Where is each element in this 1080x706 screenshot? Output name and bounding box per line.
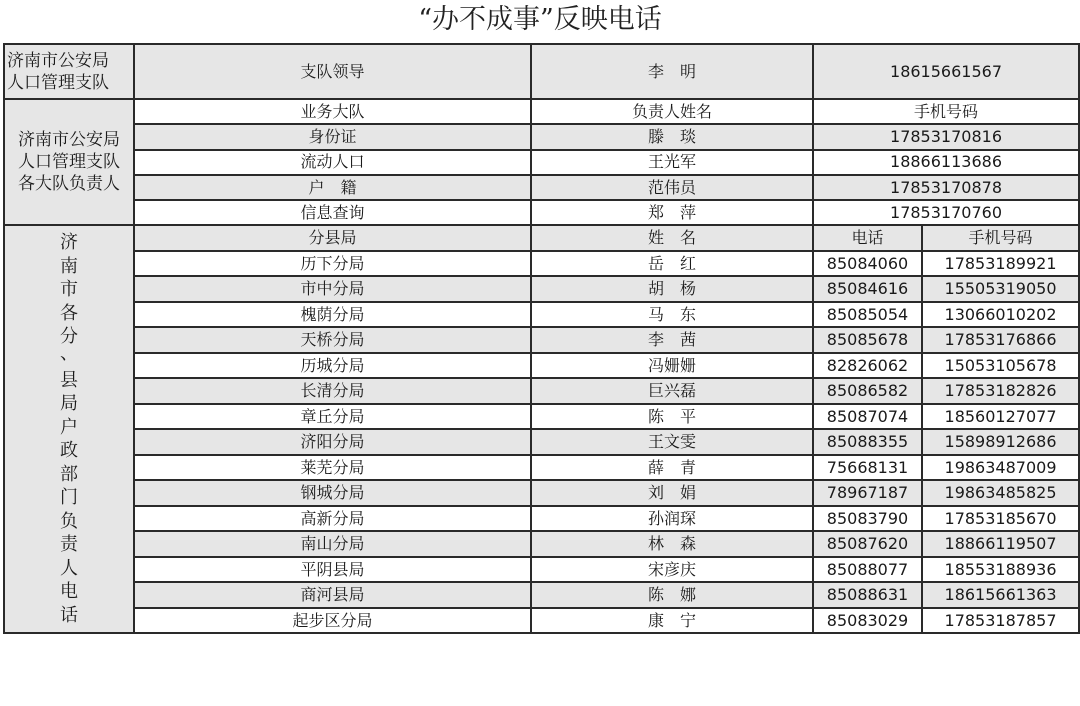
branch-contact-name: 冯姗姗 xyxy=(531,353,813,379)
header-responsible-name: 负责人姓名 xyxy=(531,99,813,124)
branch-mobile: 17853189921 xyxy=(922,251,1079,277)
branch-contact-name: 林 森 xyxy=(531,531,813,557)
branch-mobile: 17853187857 xyxy=(922,608,1079,634)
table-row xyxy=(4,582,1079,608)
branches-header-row xyxy=(4,225,1079,251)
header-mobile: 手机号码 xyxy=(813,99,1079,124)
branch-unit: 商河县局 xyxy=(134,582,531,608)
table-row xyxy=(4,455,1079,481)
leader-phone: 18615661567 xyxy=(813,44,1079,99)
label-char: 部 xyxy=(60,463,78,485)
table-row xyxy=(4,302,1079,328)
label-char: 济 xyxy=(60,232,78,254)
branch-phone: 85083029 xyxy=(813,608,922,634)
org-line: 济南市公安局 xyxy=(7,50,109,71)
brigade-unit: 身份证 xyxy=(134,124,531,149)
branch-phone: 82826062 xyxy=(813,353,922,379)
contact-table xyxy=(3,43,1080,634)
brigade-unit: 户 籍 xyxy=(134,175,531,200)
branch-phone: 85087074 xyxy=(813,404,922,430)
header-phone: 电话 xyxy=(813,225,922,251)
branch-unit: 南山分局 xyxy=(134,531,531,557)
leader-role: 支队领导 xyxy=(134,44,531,99)
branch-mobile: 18615661363 xyxy=(922,582,1079,608)
label-line: 人口管理支队 xyxy=(18,152,120,173)
branch-contact-name: 胡 杨 xyxy=(531,276,813,302)
branch-contact-name: 康 宁 xyxy=(531,608,813,634)
brigade-unit: 信息查询 xyxy=(134,200,531,225)
branch-contact-name: 巨兴磊 xyxy=(531,378,813,404)
header-branch: 分县局 xyxy=(134,225,531,251)
table-row xyxy=(4,251,1079,277)
branch-mobile: 15898912686 xyxy=(922,429,1079,455)
branch-unit: 市中分局 xyxy=(134,276,531,302)
brigade-unit: 流动人口 xyxy=(134,150,531,175)
branch-phone: 85088631 xyxy=(813,582,922,608)
label-char: 、 xyxy=(60,342,78,364)
brigade-mobile: 17853170878 xyxy=(813,175,1079,200)
brigades-label-cell xyxy=(4,99,134,225)
org-line: 人口管理支队 xyxy=(7,72,109,93)
branch-unit: 起步区分局 xyxy=(134,608,531,634)
label-char: 各 xyxy=(60,302,78,324)
header-mobile: 手机号码 xyxy=(922,225,1079,251)
label-char: 分 xyxy=(60,326,78,348)
brigade-mobile: 17853170760 xyxy=(813,200,1079,225)
branches-label-cell xyxy=(4,225,134,633)
branch-phone: 85085054 xyxy=(813,302,922,328)
table-row xyxy=(4,404,1079,430)
branch-phone: 85087620 xyxy=(813,531,922,557)
brigade-name: 范伟员 xyxy=(531,175,813,200)
branch-phone: 85084060 xyxy=(813,251,922,277)
label-char: 市 xyxy=(60,279,78,301)
brigade-name: 郑 萍 xyxy=(531,200,813,225)
branch-contact-name: 孙润琛 xyxy=(531,506,813,532)
branch-mobile: 18560127077 xyxy=(922,404,1079,430)
table-row xyxy=(4,327,1079,353)
brigade-mobile: 17853170816 xyxy=(813,124,1079,149)
branches-vertical-label xyxy=(59,231,79,627)
branch-phone: 85086582 xyxy=(813,378,922,404)
branch-unit: 长清分局 xyxy=(134,378,531,404)
branch-contact-name: 刘 娟 xyxy=(531,480,813,506)
label-char: 电 xyxy=(60,581,78,603)
branch-contact-name: 马 东 xyxy=(531,302,813,328)
branch-phone: 85085678 xyxy=(813,327,922,353)
label-char: 政 xyxy=(60,440,78,462)
branch-phone: 75668131 xyxy=(813,455,922,481)
branch-phone: 85084616 xyxy=(813,276,922,302)
table-row xyxy=(4,276,1079,302)
branch-unit: 济阳分局 xyxy=(134,429,531,455)
label-char: 门 xyxy=(60,487,78,509)
label-char: 户 xyxy=(60,416,78,438)
branch-mobile: 15053105678 xyxy=(922,353,1079,379)
branch-mobile: 15505319050 xyxy=(922,276,1079,302)
table-row xyxy=(4,480,1079,506)
branch-contact-name: 陈 娜 xyxy=(531,582,813,608)
header-brigade: 业务大队 xyxy=(134,99,531,124)
branch-unit: 历城分局 xyxy=(134,353,531,379)
table-row xyxy=(4,608,1079,634)
table-row xyxy=(4,506,1079,532)
branch-phone: 85088355 xyxy=(813,429,922,455)
table-row xyxy=(4,557,1079,583)
table-row xyxy=(4,353,1079,379)
table-row xyxy=(4,531,1079,557)
table-row xyxy=(4,378,1079,404)
branch-unit: 章丘分局 xyxy=(134,404,531,430)
label-line: 各大队负责人 xyxy=(18,174,120,195)
label-char: 人 xyxy=(60,557,78,579)
branch-mobile: 19863485825 xyxy=(922,480,1079,506)
branch-unit: 历下分局 xyxy=(134,251,531,277)
branch-unit: 槐荫分局 xyxy=(134,302,531,328)
branch-mobile: 18866119507 xyxy=(922,531,1079,557)
branch-mobile: 17853185670 xyxy=(922,506,1079,532)
table-row xyxy=(4,429,1079,455)
branch-contact-name: 陈 平 xyxy=(531,404,813,430)
page-title: “办不成事”反映电话 xyxy=(418,4,662,35)
branch-unit: 莱芜分局 xyxy=(134,455,531,481)
brigade-name: 滕 琰 xyxy=(531,124,813,149)
branch-contact-name: 李 茜 xyxy=(531,327,813,353)
label-char: 局 xyxy=(60,393,78,415)
table-row xyxy=(4,150,1079,175)
table-row xyxy=(4,200,1079,225)
branch-mobile: 17853176866 xyxy=(922,327,1079,353)
branch-unit: 高新分局 xyxy=(134,506,531,532)
branch-contact-name: 宋彦庆 xyxy=(531,557,813,583)
leader-row xyxy=(4,44,1079,99)
header-name: 姓 名 xyxy=(531,225,813,251)
label-char: 话 xyxy=(60,604,78,626)
branch-phone: 85088077 xyxy=(813,557,922,583)
leader-name: 李 明 xyxy=(531,44,813,99)
branch-contact-name: 岳 红 xyxy=(531,251,813,277)
table-row xyxy=(4,175,1079,200)
label-char: 南 xyxy=(60,255,78,277)
branch-unit: 钢城分局 xyxy=(134,480,531,506)
leader-org-cell xyxy=(4,44,134,99)
label-char: 责 xyxy=(60,534,78,556)
brigade-mobile: 18866113686 xyxy=(813,150,1079,175)
branch-mobile: 18553188936 xyxy=(922,557,1079,583)
branch-mobile: 13066010202 xyxy=(922,302,1079,328)
branch-mobile: 17853182826 xyxy=(922,378,1079,404)
branch-contact-name: 王文雯 xyxy=(531,429,813,455)
label-char: 县 xyxy=(60,369,78,391)
table-row xyxy=(4,124,1079,149)
branch-phone: 85083790 xyxy=(813,506,922,532)
brigades-header-row xyxy=(4,99,1079,124)
branch-phone: 78967187 xyxy=(813,480,922,506)
label-char: 负 xyxy=(60,510,78,532)
branch-unit: 天桥分局 xyxy=(134,327,531,353)
branch-contact-name: 薛 青 xyxy=(531,455,813,481)
brigade-name: 王光军 xyxy=(531,150,813,175)
branch-mobile: 19863487009 xyxy=(922,455,1079,481)
label-line: 济南市公安局 xyxy=(18,130,120,151)
branch-unit: 平阴县局 xyxy=(134,557,531,583)
